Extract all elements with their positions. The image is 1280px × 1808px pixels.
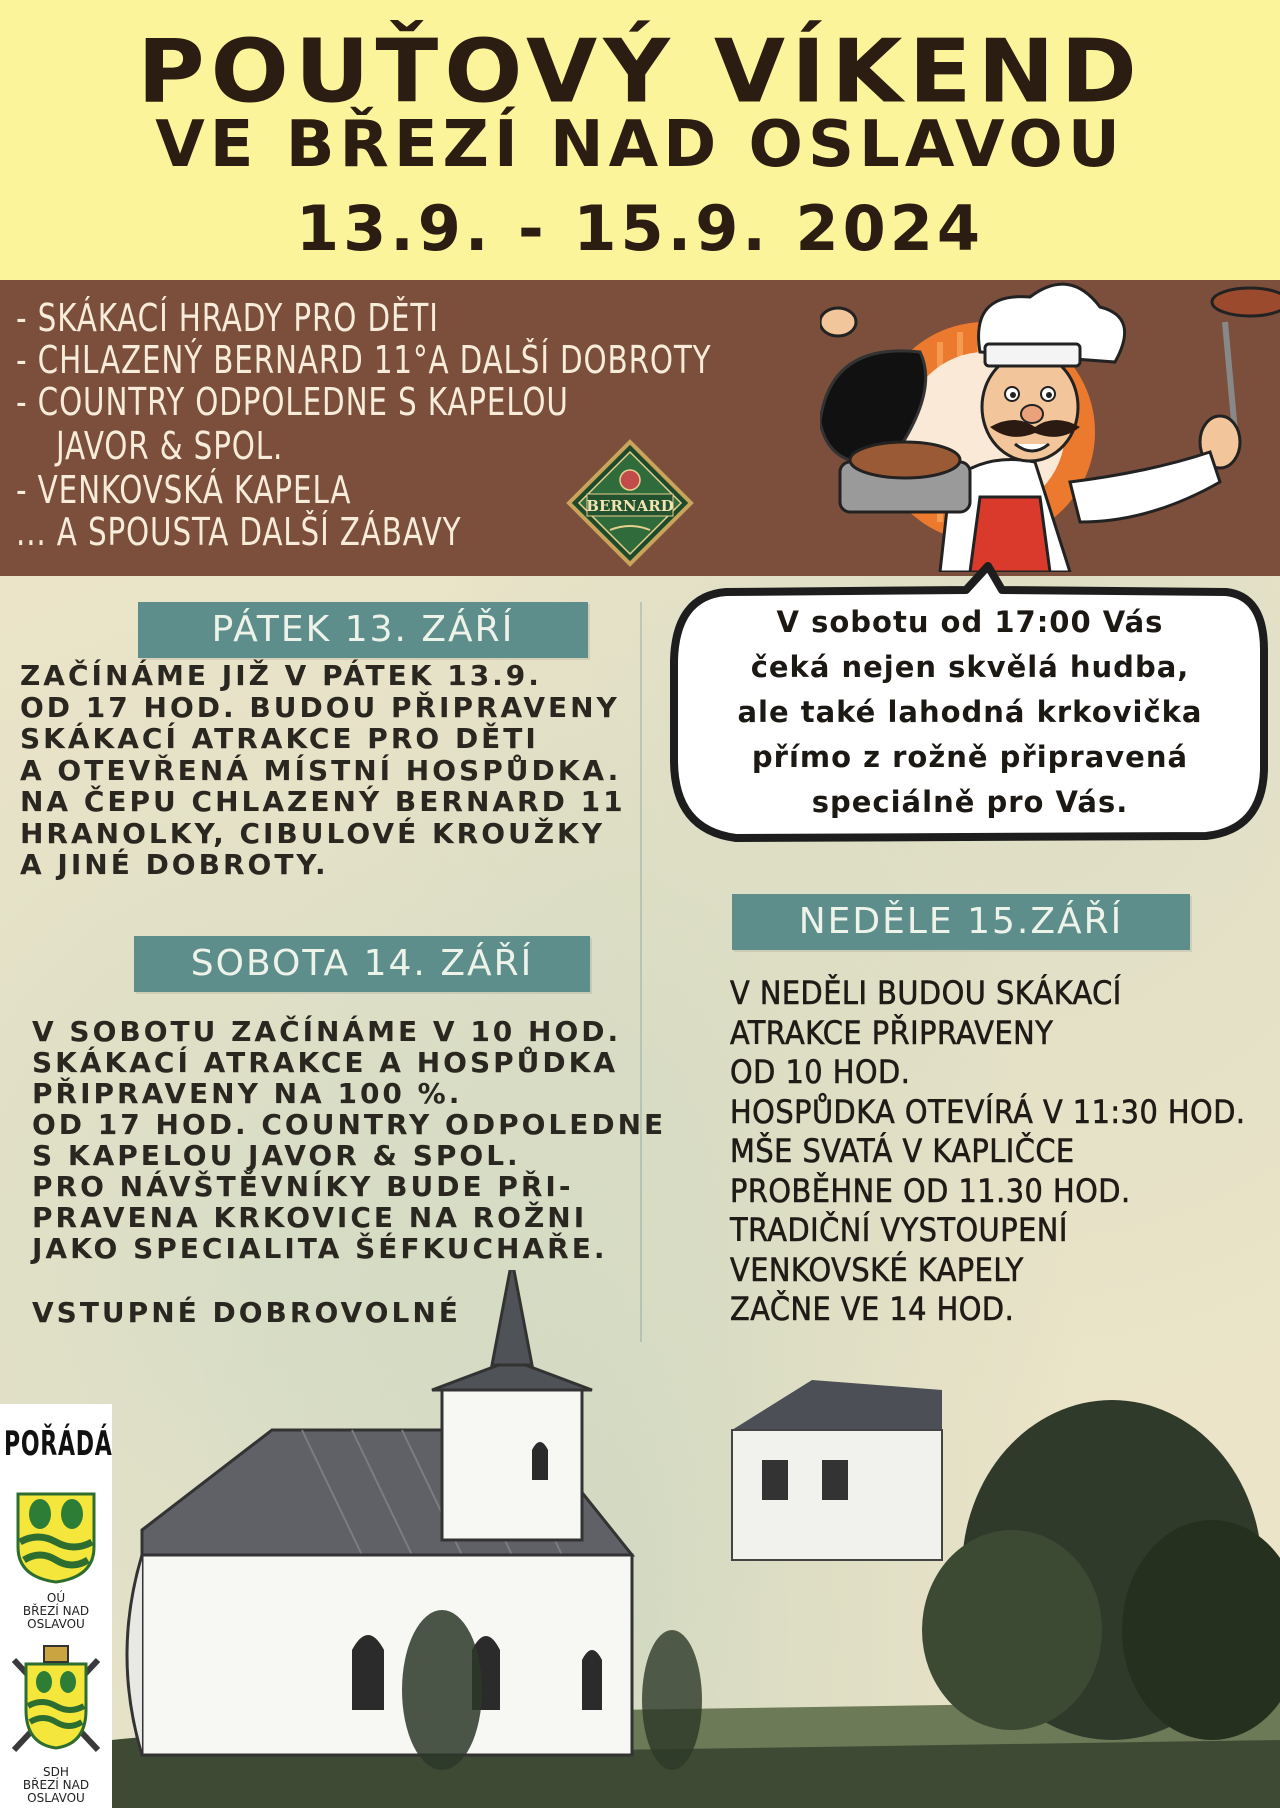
event-dates: 13.9. - 15.9. 2024 bbox=[295, 192, 985, 265]
sunday-line: OD 10 HOD. bbox=[730, 1053, 911, 1091]
saturday-line: PŘIPRAVENY NA 100 %. bbox=[32, 1077, 463, 1110]
bubble-text bbox=[690, 600, 1250, 825]
organizer-line: BŘEZÍ NAD bbox=[22, 1604, 90, 1618]
highlight-item: - VENKOVSKÁ KAPELA bbox=[16, 468, 352, 512]
organizer-line: OSLAVOU bbox=[27, 1791, 85, 1805]
sunday-line: HOSPŮDKA OTEVÍRÁ V 11:30 HOD. bbox=[730, 1092, 1246, 1131]
sunday-line: MŠE SVATÁ V KAPLIČCE bbox=[730, 1132, 1075, 1170]
page-subtitle: VE BŘEZÍ NAD OSLAVOU bbox=[155, 108, 1125, 182]
friday-line: SKÁKACÍ ATRAKCE PRO DĚTI bbox=[20, 722, 539, 755]
village-crest-icon bbox=[16, 1492, 96, 1584]
entry-fee: VSTUPNÉ DOBROVOLNÉ bbox=[32, 1296, 461, 1329]
header bbox=[0, 0, 1280, 280]
friday-line: OD 17 HOD. BUDOU PŘIPRAVENY bbox=[20, 690, 620, 724]
highlight-item: - SKÁKACÍ HRADY PRO DĚTI bbox=[16, 296, 439, 340]
sunday-heading: NEDĚLE 15.ZÁŘÍ bbox=[732, 894, 1190, 950]
bubble-line: speciálně pro Vás. bbox=[811, 785, 1129, 819]
highlight-item: JAVOR & SPOL. bbox=[56, 424, 284, 468]
chef-illustration bbox=[820, 282, 1280, 572]
organizer-line: SDH bbox=[43, 1765, 69, 1779]
bubble-line: přímo z rožně připravená bbox=[751, 740, 1189, 774]
organizer-municipality bbox=[0, 1592, 112, 1631]
logo-text: BERNARD bbox=[586, 497, 674, 515]
friday-heading: PÁTEK 13. ZÁŘÍ bbox=[138, 602, 588, 658]
friday-line: HRANOLKY, CIBULOVÉ KROUŽKY bbox=[20, 816, 606, 850]
bernard-logo bbox=[565, 438, 695, 568]
saturday-line: OD 17 HOD. COUNTRY ODPOLEDNE bbox=[32, 1108, 667, 1141]
friday-line: NA ČEPU CHLAZENÝ BERNARD 11 bbox=[20, 785, 626, 818]
sunday-line: TRADIČNÍ VYSTOUPENÍ bbox=[730, 1211, 1068, 1249]
highlight-item: - CHLAZENÝ BERNARD 11°A DALŠÍ DOBROTY bbox=[16, 338, 712, 382]
friday-text bbox=[20, 660, 626, 881]
saturday-line: S KAPELOU JAVOR & SPOL. bbox=[32, 1139, 521, 1172]
saturday-line: SKÁKACÍ ATRAKCE A HOSPŮDKA bbox=[32, 1046, 618, 1079]
organizer-fire-brigade bbox=[0, 1766, 112, 1805]
sunday-line: ATRAKCE PŘIPRAVENY bbox=[730, 1013, 1054, 1052]
saturday-line: PRAVENA KRKOVICE NA ROŽNI bbox=[32, 1201, 588, 1234]
saturday-line: PRO NÁVŠTĚVNÍKY BUDE PŘI- bbox=[32, 1170, 574, 1203]
bubble-line: čeká nejen skvělá hudba, bbox=[750, 650, 1190, 684]
page-title: POUŤOVÝ VÍKEND bbox=[137, 20, 1143, 123]
saturday-line: V SOBOTU ZAČÍNÁME V 10 HOD. bbox=[32, 1015, 622, 1048]
friday-line: A OTEVŘENÁ MÍSTNÍ HOSPŮDKA. bbox=[20, 753, 622, 787]
friday-line: ZAČÍNÁME JIŽ V PÁTEK 13.9. bbox=[20, 659, 542, 692]
highlight-item: - COUNTRY ODPOLEDNE S KAPELOU bbox=[16, 380, 569, 424]
fire-brigade-crest-icon bbox=[8, 1640, 104, 1760]
bubble-line: V sobotu od 17:00 Vás bbox=[776, 605, 1164, 639]
organizer-line: OÚ bbox=[46, 1591, 66, 1605]
friday-line: A JINÉ DOBROTY. bbox=[20, 848, 329, 881]
sunday-line: VENKOVSKÉ KAPELY bbox=[730, 1250, 1024, 1289]
organizer-line: OSLAVOU bbox=[27, 1617, 85, 1631]
sunday-line: V NEDĚLI BUDOU SKÁKACÍ bbox=[730, 974, 1122, 1012]
organizer-line: BŘEZÍ NAD bbox=[22, 1778, 90, 1792]
organizers-label: POŘÁDÁ bbox=[4, 1424, 113, 1464]
highlight-item: ... A SPOUSTA DALŠÍ ZÁBAVY bbox=[16, 510, 462, 554]
saturday-heading: SOBOTA 14. ZÁŘÍ bbox=[134, 936, 590, 992]
sunday-line: PROBĚHNE OD 11.30 HOD. bbox=[730, 1171, 1131, 1210]
bubble-line: ale také lahodná krkovička bbox=[737, 695, 1203, 729]
sunday-line: ZAČNE VE 14 HOD. bbox=[730, 1290, 1015, 1328]
saturday-text bbox=[32, 1016, 666, 1264]
saturday-line: JAKO SPECIALITA ŠÉFKUCHAŘE. bbox=[32, 1232, 608, 1265]
church-illustration bbox=[112, 1270, 1280, 1808]
